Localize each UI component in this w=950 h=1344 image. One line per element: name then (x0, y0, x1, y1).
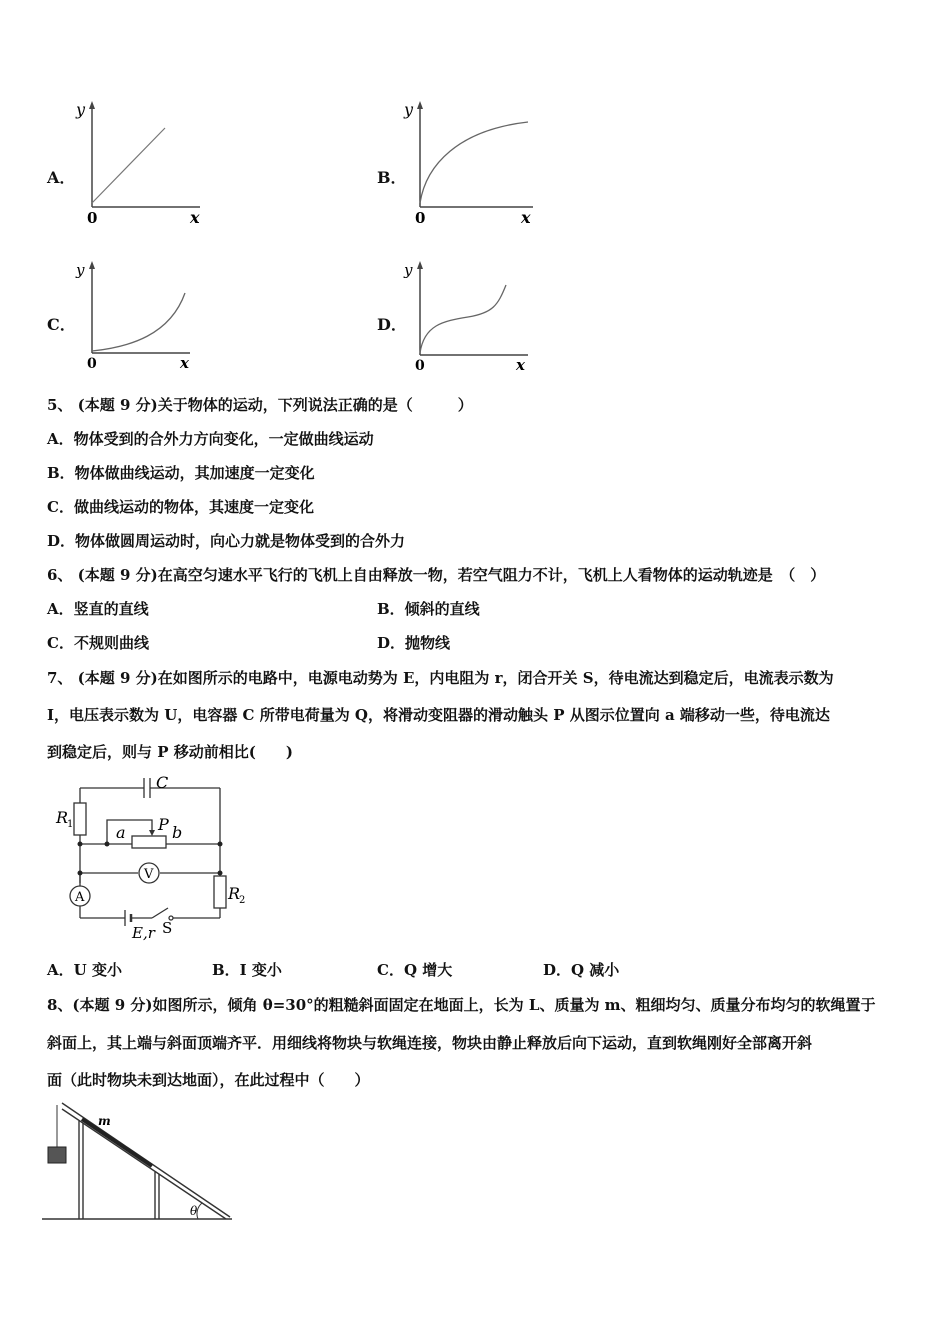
q7-stem-line-2: I，电压表示数为 U，电容器 C 所带电荷量为 Q，将滑动变阻器的滑动触头 P 从图示位置向 a 端移动一些，待电流达 (47, 706, 830, 724)
y-axis-arrow-icon (89, 101, 95, 109)
q6-option-d: D．抛物线 (377, 634, 451, 652)
q7-option-b: B．I 变小 (212, 961, 282, 979)
origin-label: 0 (415, 209, 426, 227)
label-r2-sub: 2 (239, 895, 246, 906)
y-label: y (76, 100, 86, 119)
origin-label: 0 (415, 358, 425, 374)
q5-option-a: A．物体受到的合外力方向变化，一定做曲线运动 (47, 430, 374, 448)
y-label: y (404, 261, 413, 279)
y-axis-arrow-icon (417, 101, 423, 109)
graph-option-a (70, 95, 210, 230)
label-theta: θ (190, 1204, 198, 1218)
x-label: x (180, 354, 189, 372)
label-a: a (116, 823, 126, 842)
curve-line (420, 122, 528, 203)
q6-option-a: A．竖直的直线 (47, 600, 149, 618)
graph-option-b (398, 95, 543, 230)
q7-option-c: C．Q 增大 (377, 961, 453, 979)
origin-label: 0 (87, 356, 97, 372)
y-axis-arrow-icon (417, 261, 423, 269)
q8-incline-figure (42, 1095, 242, 1225)
x-label: x (516, 356, 525, 374)
y-axis-arrow-icon (89, 261, 95, 269)
q7-option-a: A．U 变小 (47, 961, 122, 979)
x-label: x (190, 208, 200, 227)
graph-option-c (70, 255, 200, 375)
junction-dot (218, 842, 223, 847)
label-r2: R (228, 884, 241, 903)
q8-stem-line-2: 斜面上，其上端与斜面顶端齐平．用细线将物块与软绳连接，物块由静止释放后向下运动，直到软绳刚好全部离开斜 (47, 1034, 813, 1052)
junction-dot (78, 842, 83, 847)
junction-dot (218, 871, 223, 876)
label-m: m (98, 1114, 111, 1128)
origin-label: 0 (87, 209, 98, 227)
q5-option-d: D．物体做圆周运动时，向心力就是物体受到的合外力 (47, 532, 406, 550)
rheostat (132, 836, 166, 848)
q7-stem-line-1: 7、 (本题 9 分)在如图所示的电路中，电源电动势为 E，内电阻为 r，闭合开关 S，待电流达到稳定后，电流表示数为 (47, 669, 834, 687)
q6-option-b: B．倾斜的直线 (377, 600, 480, 618)
curve-line (420, 285, 506, 353)
q8-stem-line-1: 8、(本题 9 分)如图所示，倾角 θ=30°的粗糙斜面固定在地面上，长为 L、质量为 m、粗细均匀、质量分布均匀的软绳置于 (47, 996, 876, 1014)
curve-line (92, 128, 165, 203)
label-c: C (156, 773, 169, 792)
label-r1-sub: 1 (67, 819, 74, 830)
label-er: E,r (132, 924, 155, 942)
q7-option-d: D．Q 减小 (543, 961, 620, 979)
label-b: b (172, 823, 183, 842)
q7-circuit-diagram (50, 768, 260, 948)
label-p: P (158, 815, 169, 834)
graph-option-a-letter: A． (47, 168, 76, 187)
q5-option-b: B．物体做曲线运动，其加速度一定变化 (47, 464, 315, 482)
y-label: y (404, 100, 414, 119)
label-v: V (144, 867, 154, 882)
q5-stem: 5、 (本题 9 分)关于物体的运动，下列说法正确的是（ ） (47, 396, 473, 414)
q6-option-c: C．不规则曲线 (47, 634, 149, 652)
q5-option-c: C．做曲线运动的物体，其速度一定变化 (47, 498, 314, 516)
curve-line (92, 293, 185, 351)
graph-option-d-letter: D． (377, 315, 407, 334)
soft-rope (82, 1119, 152, 1166)
junction-dot (105, 842, 110, 847)
graph-option-c-letter: C． (47, 315, 76, 334)
graph-option-d (398, 255, 538, 375)
q7-stem-line-3: 到稳定后，则与 P 移动前相比( ) (47, 743, 293, 761)
label-s: S (162, 919, 173, 937)
label-a-meter: A (75, 890, 85, 905)
resistor-r1 (74, 803, 86, 835)
x-label: x (521, 208, 531, 227)
switch-lever (152, 908, 168, 918)
angle-arc (197, 1203, 202, 1219)
resistor-r2 (214, 876, 226, 908)
y-label: y (76, 261, 85, 279)
q6-stem: 6、 (本题 9 分)在高空匀速水平飞行的飞机上自由释放一物，若空气阻力不计，飞机上人看物体的运动轨迹是 （ ） (47, 566, 826, 584)
block (48, 1147, 66, 1163)
q8-stem-line-3: 面（此时物块未到达地面），在此过程中（ ） (47, 1071, 370, 1089)
label-r1: R (56, 808, 69, 827)
graph-option-b-letter: B． (377, 168, 407, 187)
slider-arrow-icon (149, 830, 155, 836)
junction-dot (78, 871, 83, 876)
